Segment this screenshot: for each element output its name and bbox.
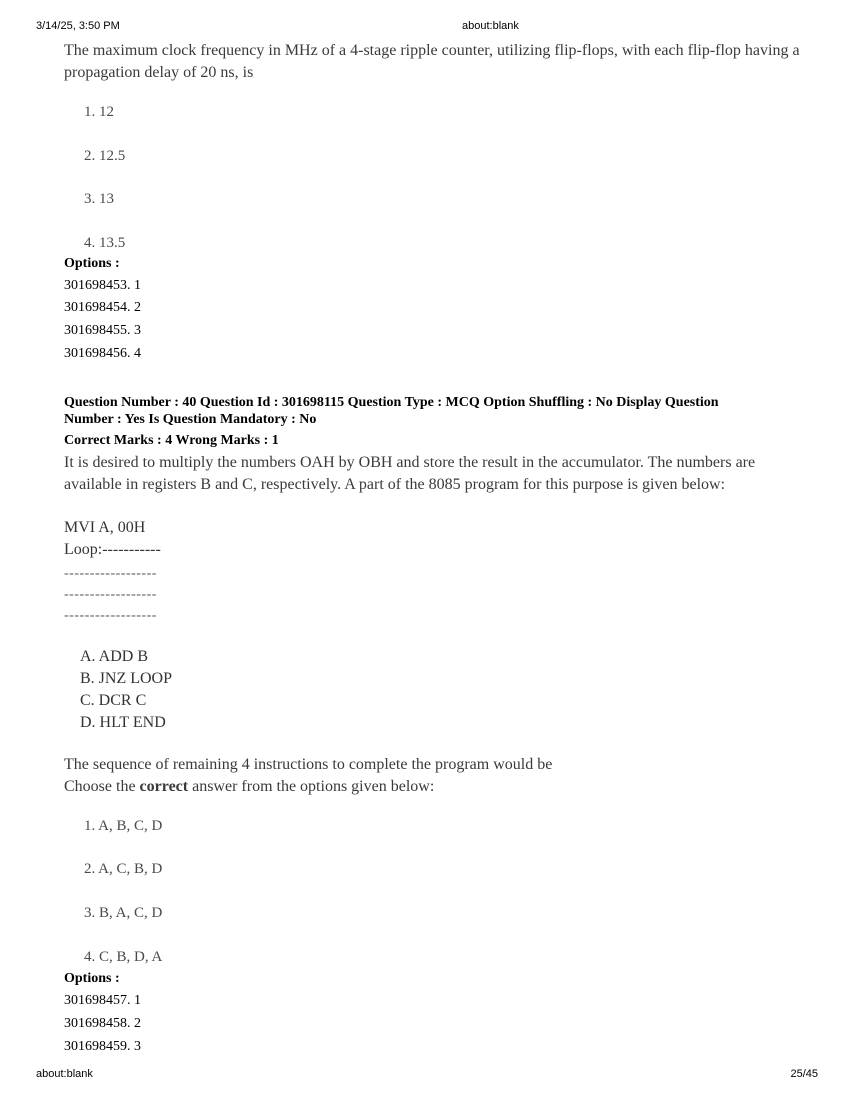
print-datetime: 3/14/25, 3:50 PM	[36, 20, 120, 32]
q39-choice-3: 3. 13	[84, 191, 114, 207]
code-line-1: MVI A, 00H	[64, 519, 146, 536]
instruction-d: D. HLT END	[80, 714, 166, 731]
q40-prompt-2-bold: correct	[139, 778, 189, 795]
print-footer	[0, 1068, 850, 1082]
q40-meta-line-2: Number : Yes Is Question Mandatory : No	[64, 412, 317, 427]
q40-option-1: 301698457. 1	[64, 993, 141, 1008]
q40-prompt-1: The sequence of remaining 4 instructions to complete the program would be	[64, 756, 553, 773]
q40-choice-1: 1. A, B, C, D	[84, 818, 163, 834]
q40-marks: Correct Marks : 4 Wrong Marks : 1	[64, 433, 279, 448]
q40-option-3: 301698459. 3	[64, 1039, 141, 1054]
page-number: 25/45	[790, 1068, 818, 1080]
q40-options-label: Options :	[64, 971, 120, 986]
q40-choice-3: 3. B, A, C, D	[84, 905, 163, 921]
instruction-a: A. ADD B	[80, 648, 149, 665]
q39-choice-2: 2. 12.5	[84, 148, 126, 164]
footer-url: about:blank	[36, 1068, 93, 1080]
q40-choice-2: 2. A, C, B, D	[84, 861, 163, 877]
q40-prompt-2-pre: Choose the	[64, 778, 140, 795]
q39-choice-1: 1. 12	[84, 104, 114, 120]
question-39-text: The maximum clock frequency in MHz of a 4-stage ripple counter, utilizing flip-flops, with each flip-flop having a propagation delay of 20 ns, is	[64, 42, 800, 81]
code-dash-2: ------------------	[64, 587, 157, 602]
q40-prompt-2-post: answer from the options given below:	[188, 778, 435, 795]
q40-meta-line-1: Question Number : 40 Question Id : 301698115 Question Type : MCQ Option Shuffling : No Display Question	[64, 395, 719, 410]
print-header	[0, 20, 850, 34]
q40-prompt-2	[64, 776, 434, 798]
q39-option-1: 301698453. 1	[64, 278, 141, 293]
q40-choice-4: 4. C, B, D, A	[84, 949, 163, 965]
code-dash-1: ------------------	[64, 566, 157, 581]
instruction-b: B. JNZ LOOP	[80, 670, 173, 687]
instruction-c: C. DCR C	[80, 692, 147, 709]
q39-option-3: 301698455. 3	[64, 323, 141, 338]
q39-option-4: 301698456. 4	[64, 346, 141, 361]
q39-options-label: Options :	[64, 256, 120, 271]
question-40-text: It is desired to multiply the numbers OAH by OBH and store the result in the accumulator. The numbers are available in registers B and C, respectively. A part of the 8085 program for this purpose is given below:	[64, 454, 756, 493]
q40-option-2: 301698458. 2	[64, 1016, 141, 1031]
code-dash-3: ------------------	[64, 608, 157, 623]
q39-option-2: 301698454. 2	[64, 300, 141, 315]
print-url: about:blank	[462, 20, 519, 32]
code-line-2: Loop:-----------	[64, 541, 161, 558]
q39-choice-4: 4. 13.5	[84, 235, 126, 251]
